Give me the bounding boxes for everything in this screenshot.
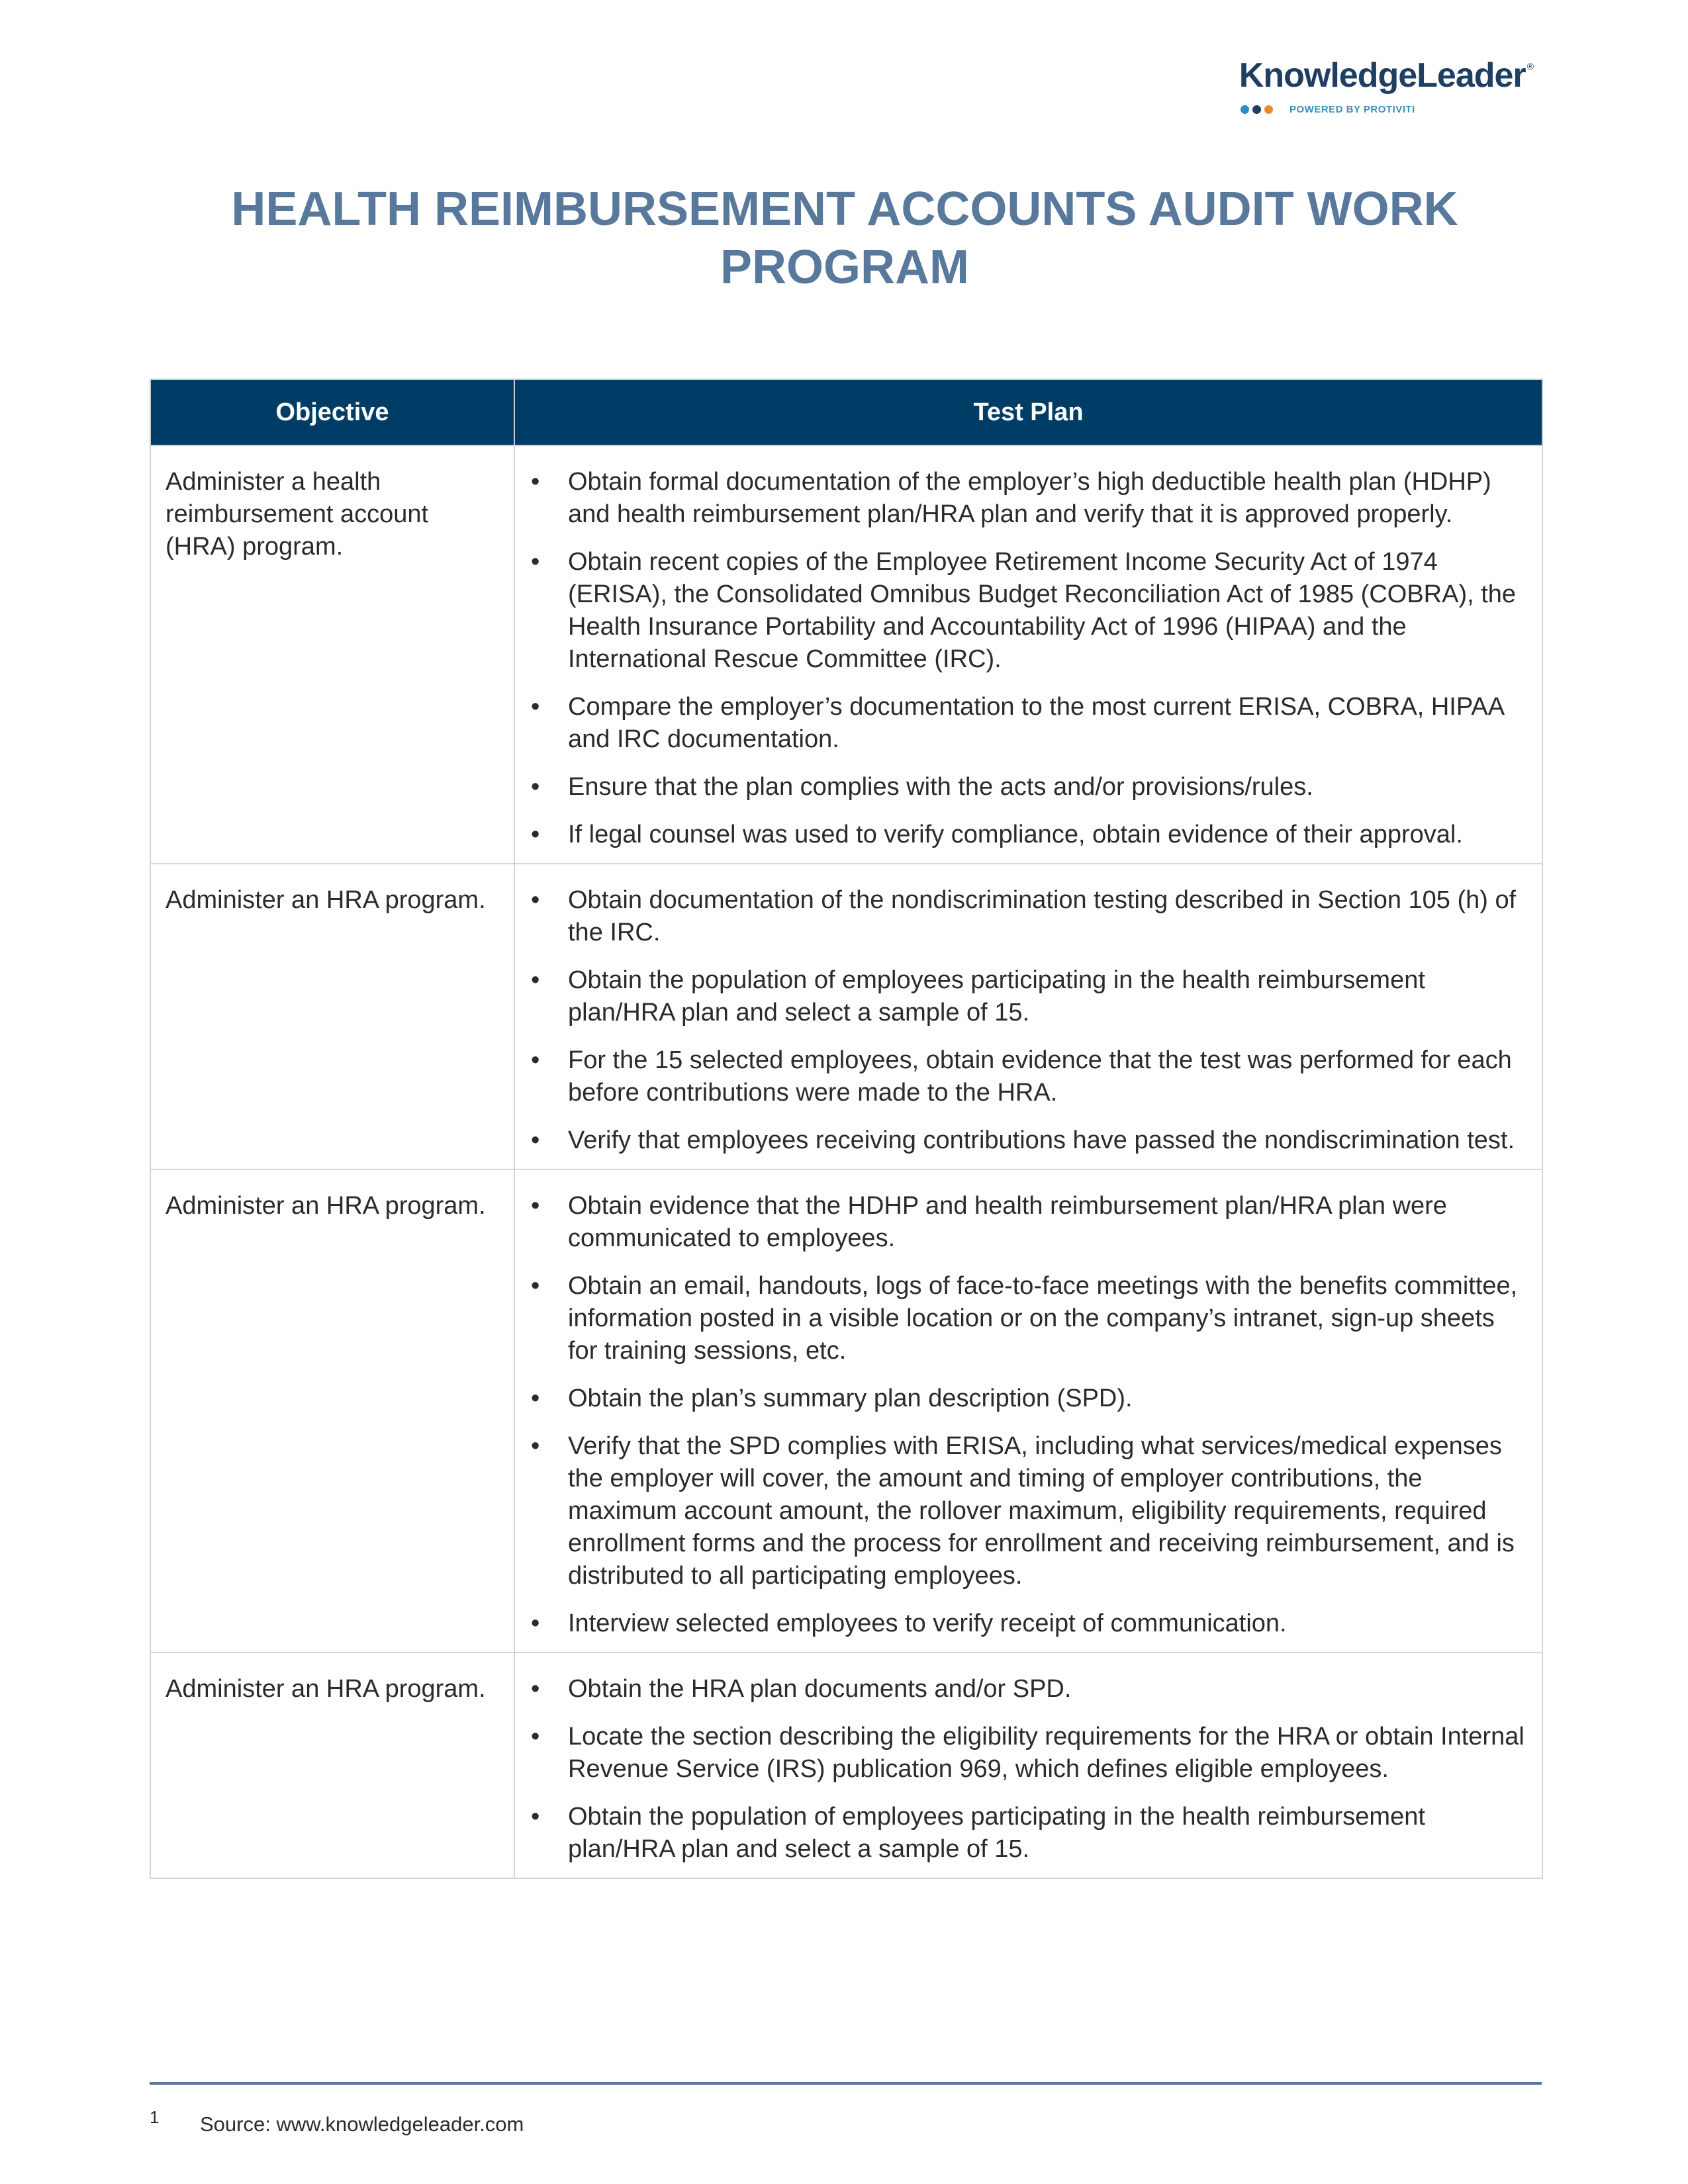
test-step-item: • Obtain evidence that the HDHP and health reimbursement plan/HRA plan were communicated to employees. bbox=[527, 1190, 1530, 1255]
title-line-2: PROGRAM bbox=[720, 241, 969, 294]
test-step-item: • Obtain the population of employees participating in the health reimbursement plan/HRA plan and select a sample of 15. bbox=[527, 1801, 1530, 1866]
table-row bbox=[150, 864, 1542, 1169]
table-row bbox=[150, 1169, 1542, 1653]
table-row bbox=[150, 445, 1542, 864]
footnote-number: 1 bbox=[150, 2107, 160, 2127]
test-step-item: • Obtain recent copies of the Employee Retirement Income Security Act of 1974 (ERISA), the Consolidated Omnibus Budget Reconciliation Act of 1985 (COBRA), the Health Insurance Portability and Accountability Act of 1996 (HIPAA) and the International Rescue Committee (IRC). bbox=[527, 546, 1530, 676]
test-step-list bbox=[527, 466, 1530, 851]
knowledgeleader-logo bbox=[1189, 56, 1533, 128]
document-title bbox=[150, 180, 1540, 296]
logo-dot-1 bbox=[1241, 105, 1249, 114]
test-step-item: • Obtain documentation of the nondiscrimination testing described in Section 105 (h) of the IRC. bbox=[527, 884, 1530, 949]
test-step-item: • If legal counsel was used to verify compliance, obtain evidence of their approval. bbox=[527, 819, 1530, 851]
objective-cell: Administer an HRA program. bbox=[150, 864, 514, 1169]
title-line-1: HEALTH REIMBURSEMENT ACCOUNTS AUDIT WORK bbox=[231, 183, 1458, 236]
logo-tagline: POWERED BY PROTIVITI bbox=[1289, 104, 1415, 115]
test-plan-cell bbox=[514, 1653, 1542, 1878]
footnote-source: Source: www.knowledgeleader.com bbox=[200, 2113, 524, 2136]
test-plan-cell bbox=[514, 445, 1542, 864]
test-step-item: • Obtain the plan’s summary plan description (SPD). bbox=[527, 1383, 1530, 1415]
test-plan-cell bbox=[514, 864, 1542, 1169]
column-header-test-plan: Test Plan bbox=[514, 379, 1542, 445]
test-step-list bbox=[527, 884, 1530, 1157]
audit-program-table bbox=[150, 379, 1543, 1879]
logo-subline bbox=[1241, 104, 1415, 115]
test-step-item: • Interview selected employees to verify receipt of communication. bbox=[527, 1608, 1530, 1640]
test-step-item: • Obtain the HRA plan documents and/or SPD. bbox=[527, 1673, 1530, 1706]
logo-wordmark: KnowledgeLeader ® bbox=[1239, 56, 1533, 95]
column-header-objective: Objective bbox=[150, 379, 514, 445]
test-step-item: • Locate the section describing the eligibility requirements for the HRA or obtain Internal Revenue Service (IRS) publication 969, which defines eligible employees. bbox=[527, 1721, 1530, 1786]
test-step-item: • Obtain the population of employees participating in the health reimbursement plan/HRA plan and select a sample of 15. bbox=[527, 964, 1530, 1029]
objective-cell: Administer an HRA program. bbox=[150, 1169, 514, 1653]
logo-dot-2 bbox=[1252, 105, 1261, 114]
objective-cell: Administer a health reimbursement account (HRA) program. bbox=[150, 445, 514, 864]
test-step-item: • Obtain an email, handouts, logs of face-to-face meetings with the benefits committee, information posted in a visible location or on the company’s intranet, sign-up sheets for training sessions, etc. bbox=[527, 1270, 1530, 1367]
table-body bbox=[150, 445, 1542, 1878]
test-step-item: • Verify that the SPD complies with ERISA, including what services/medical expenses the employer will cover, the amount and timing of employer contributions, the maximum account amount, the rollover maximum, eligibility requirements, required enrollment forms and the process for enrollment and receiving reimbursement, and is distributed to all participating employees. bbox=[527, 1430, 1530, 1592]
test-plan-cell bbox=[514, 1169, 1542, 1653]
table-row bbox=[150, 1653, 1542, 1878]
test-step-item: • Ensure that the plan complies with the acts and/or provisions/rules. bbox=[527, 771, 1530, 803]
table-header-row bbox=[150, 379, 1542, 445]
footer-divider bbox=[150, 2082, 1542, 2085]
trademark-symbol: ® bbox=[1526, 61, 1533, 71]
objective-cell: Administer an HRA program. bbox=[150, 1653, 514, 1878]
test-step-item: • Compare the employer’s documentation to the most current ERISA, COBRA, HIPAA and IRC documentation. bbox=[527, 691, 1530, 756]
logo-dot-3 bbox=[1264, 105, 1273, 114]
test-step-item: • Verify that employees receiving contributions have passed the nondiscrimination test. bbox=[527, 1124, 1530, 1157]
test-step-item: • Obtain formal documentation of the employer’s high deductible health plan (HDHP) and health reimbursement plan/HRA plan and verify that it is approved properly. bbox=[527, 466, 1530, 531]
test-step-list bbox=[527, 1190, 1530, 1640]
test-step-list bbox=[527, 1673, 1530, 1866]
test-step-item: • For the 15 selected employees, obtain evidence that the test was performed for each before contributions were made to the HRA. bbox=[527, 1044, 1530, 1109]
